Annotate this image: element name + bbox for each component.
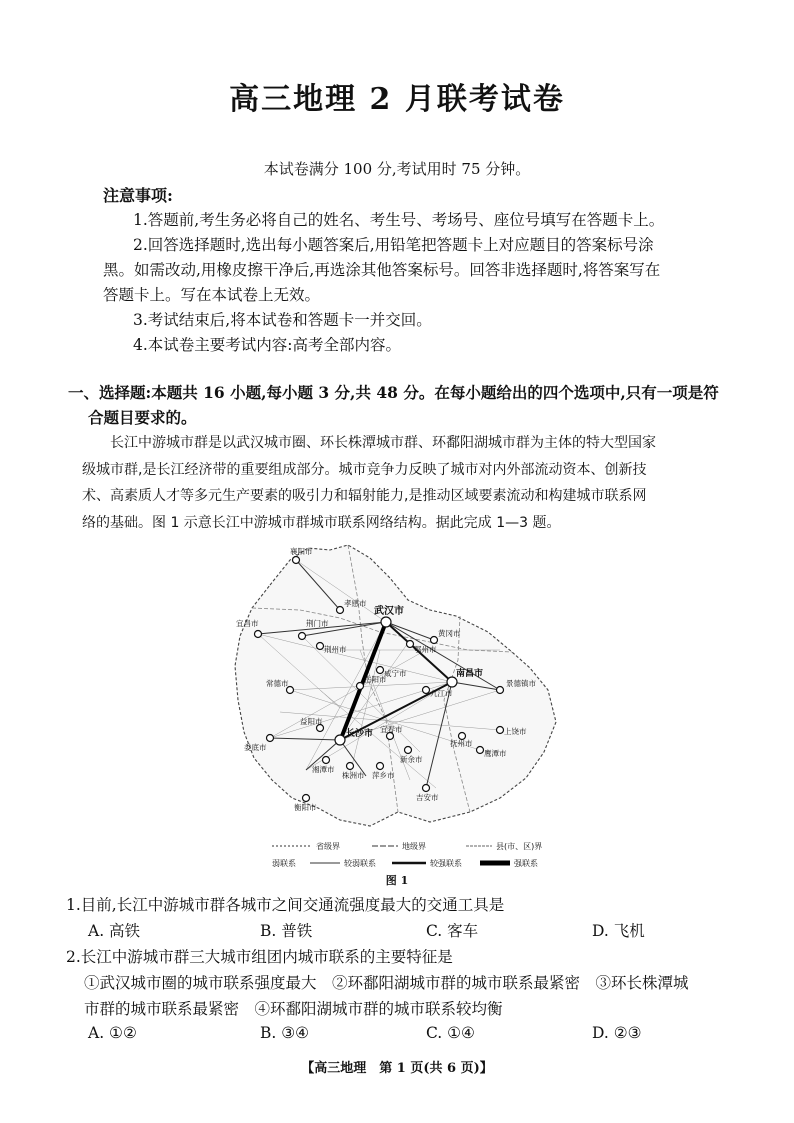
city-node [337, 607, 344, 614]
page-footer: 【高三地理 第 1 页(共 6 页)】 [301, 1061, 493, 1076]
city-label: 襄阳市 [290, 547, 313, 556]
city-label: 吉安市 [416, 793, 439, 802]
exam-subtitle: 本试卷满分 100 分,考试用时 75 分钟。 [263, 160, 531, 178]
question-2-option-b: B. ③④ [260, 1024, 310, 1042]
city-label: 上饶市 [504, 727, 527, 736]
city-node [299, 633, 306, 640]
city-label: 咸宁市 [384, 669, 407, 678]
city-label: 岳阳市 [364, 675, 387, 684]
city-node [477, 747, 484, 754]
notice-item-2-cont: 黑。如需改动,用橡皮擦干净后,再选涂其他答案标号。回答非选择题时,将答案写在 [103, 261, 661, 279]
legend-label: 省级界 [316, 842, 340, 851]
city-node [407, 641, 414, 648]
notice-heading: 注意事项: [103, 186, 173, 205]
city-node [317, 643, 324, 650]
city-label: 武汉市 [374, 606, 404, 617]
question-1-option-d: D. 飞机 [592, 922, 645, 940]
city-node [357, 683, 364, 690]
city-label: 鄂州市 [414, 645, 437, 654]
city-node [303, 795, 310, 802]
question-1-option-a: A. 高铁 [88, 922, 141, 940]
passage [82, 430, 714, 536]
question-1-stem: 1.目前,长江中游城市群各城市之间交通流强度最大的交通工具是 [66, 896, 505, 914]
city-label: 荆州市 [324, 645, 347, 654]
section-heading: 一、选择题:本题共 16 小题,每小题 3 分,共 48 分。在每小题给出的四个选项中,只有一项是符 [68, 383, 719, 402]
legend-label: 地级界 [402, 842, 426, 851]
map-legend [270, 840, 590, 872]
city-label: 宜春市 [380, 725, 403, 734]
city-label: 株洲市 [342, 771, 365, 780]
city-node [377, 667, 384, 674]
legend-label: 较弱联系 [344, 859, 376, 868]
city-node [377, 763, 384, 770]
passage-line: 长江中游城市群是以武汉城市圈、环长株潭城市群、环鄱阳湖城市群为主体的特大型国家 [110, 435, 656, 451]
city-node [497, 687, 504, 694]
city-network-map [230, 540, 570, 830]
section-heading-cont: 合题目要求的。 [88, 408, 197, 427]
figure-caption: 图 1 [385, 874, 409, 887]
page-title: 高三地理 2 月联考试卷 [229, 82, 565, 117]
notice-item-2: 2.回答选择题时,选出每小题答案后,用铅笔把答题卡上对应题目的答案标号涂 [133, 236, 654, 254]
question-2-option-c: C. ①④ [426, 1024, 475, 1042]
question-2-option-a: A. ①② [88, 1024, 137, 1042]
city-label: 九江市 [430, 689, 453, 698]
city-label: 黄冈市 [438, 629, 461, 638]
legend-label: 县(市、区)界 [496, 842, 543, 851]
legend-label: 强联系 [514, 859, 538, 868]
city-label: 湘潭市 [312, 765, 335, 774]
city-label: 衡阳市 [294, 803, 317, 812]
city-label: 景德镇市 [506, 679, 536, 688]
question-1-option-c: C. 客车 [426, 922, 479, 940]
city-label: 益阳市 [300, 717, 323, 726]
notice-item-4: 4.本试卷主要考试内容:高考全部内容。 [133, 336, 402, 354]
city-node [255, 631, 262, 638]
city-node [335, 735, 345, 745]
passage-line: 术、高素质人才等多元生产要素的吸引力和辐射能力,是推动区域要素流动和构建城市联系网 [82, 488, 647, 504]
city-label: 新余市 [400, 755, 423, 764]
legend-label: 弱联系 [272, 859, 296, 868]
question-2-stem: 2.长江中游城市群三大城市组团内城市联系的主要特征是 [66, 948, 453, 966]
question-1-option-b: B. 普铁 [260, 922, 313, 940]
city-node [405, 747, 412, 754]
city-node [497, 727, 504, 734]
city-label: 孝感市 [344, 599, 367, 608]
city-label: 宜昌市 [236, 619, 259, 628]
city-label: 鹰潭市 [484, 749, 507, 758]
city-label: 萍乡市 [372, 771, 395, 780]
city-label: 荆门市 [306, 619, 329, 628]
city-node [381, 617, 391, 627]
legend-label: 较强联系 [430, 859, 462, 868]
question-2-statements: ①武汉城市圈的城市联系强度最大 ②环鄱阳湖城市群的城市联系最紧密 ③环长株潭城 [84, 974, 689, 992]
city-node [423, 687, 430, 694]
city-label: 抚州市 [450, 739, 473, 748]
city-node [267, 735, 274, 742]
question-2-option-d: D. ②③ [592, 1024, 642, 1042]
notice-item-3: 3.考试结束后,将本试卷和答题卡一并交回。 [133, 311, 432, 329]
city-node [423, 785, 430, 792]
notice-item-1: 1.答题前,考生务必将自己的姓名、考生号、考场号、座位号填写在答题卡上。 [133, 211, 665, 229]
city-node [347, 763, 354, 770]
question-2-statements-cont: 市群的城市联系最紧密 ④环鄱阳湖城市群的城市联系较均衡 [84, 1000, 503, 1018]
city-node [431, 637, 438, 644]
city-node [323, 757, 330, 764]
city-label: 常德市 [266, 679, 289, 688]
city-label: 南昌市 [456, 669, 484, 679]
city-label: 娄底市 [244, 743, 267, 752]
notice-item-2-end: 答题卡上。写在本试卷上无效。 [103, 286, 321, 304]
passage-line: 级城市群,是长江经济带的重要组成部分。城市竞争力反映了城市对内外部流动资本、创新技 [82, 461, 647, 478]
city-label: 长沙市 [346, 729, 374, 739]
passage-line: 络的基础。图 1 示意长江中游城市群城市联系网络结构。据此完成 1—3 题。 [82, 514, 561, 531]
city-node [293, 557, 300, 564]
